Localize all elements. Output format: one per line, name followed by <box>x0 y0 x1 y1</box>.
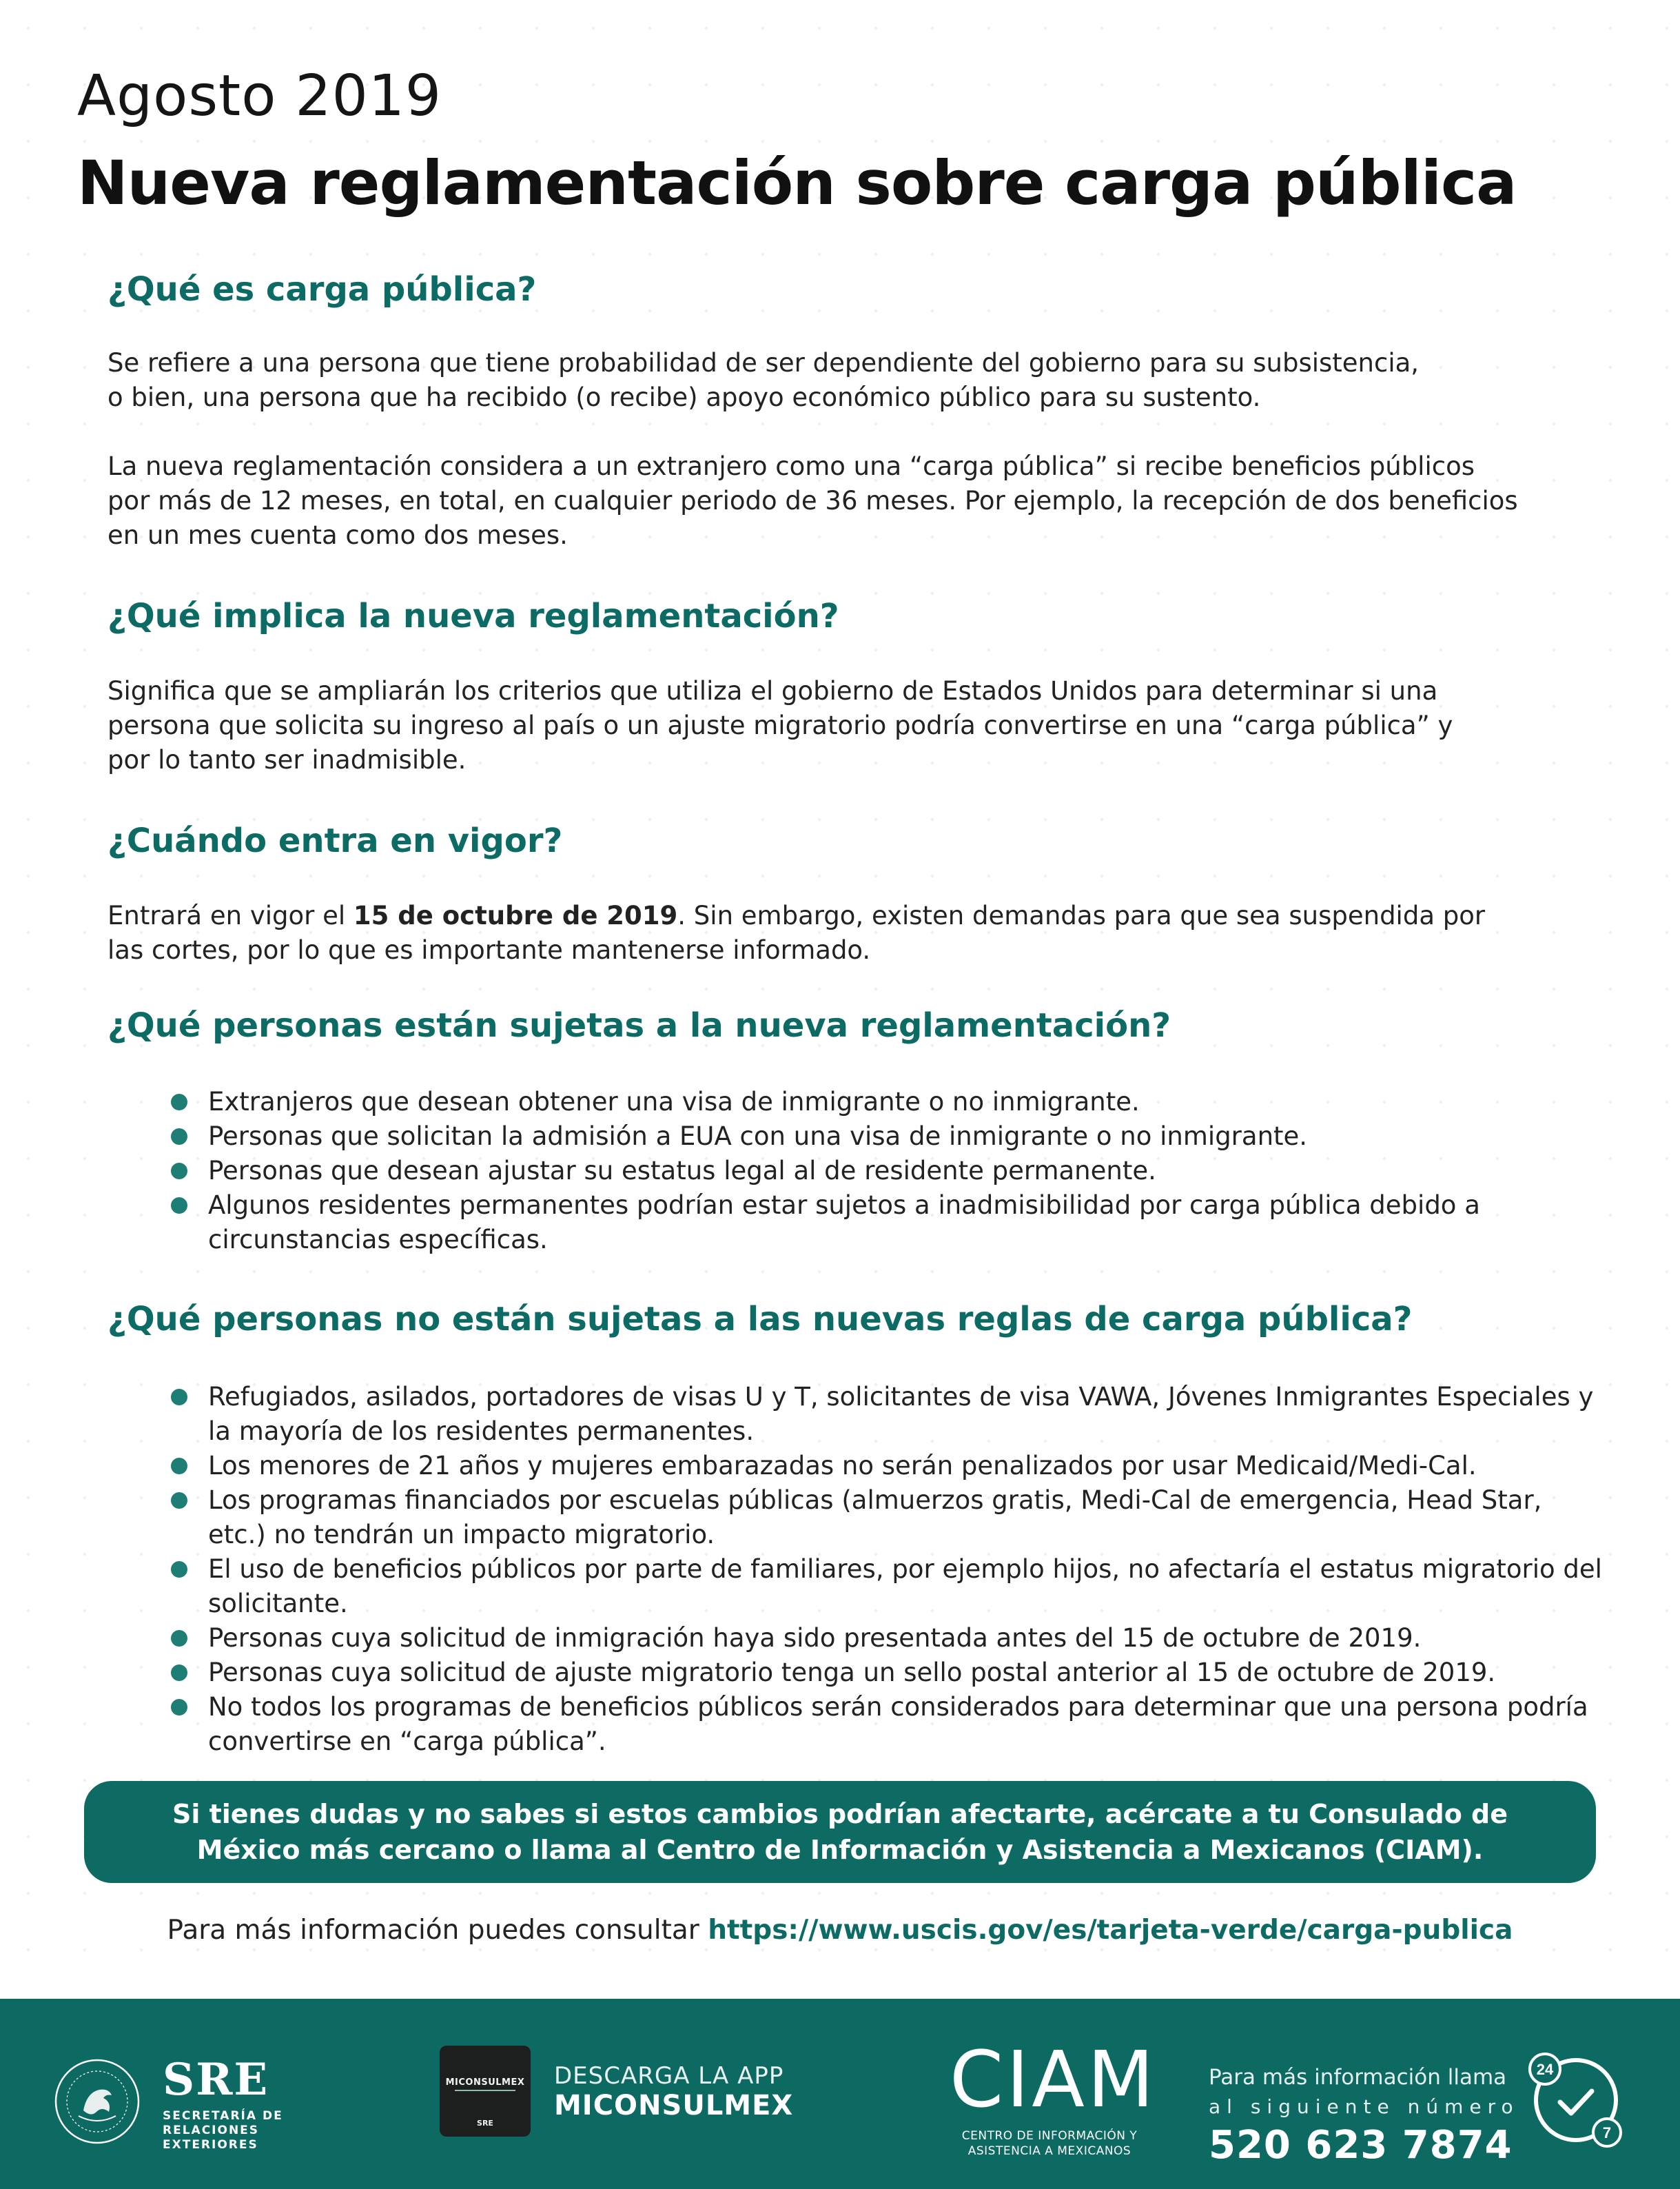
section-paragraph-definition: Se refiere a una persona que tiene probabilidad de ser dependiente del gobierno para su subsistencia, o bien, una persona que ha recibido (o recibe) apoyo económico público para su sustento. <box>107 348 1420 412</box>
list-item <box>171 1154 1604 1188</box>
list-item-text: Extranjeros que desean obtener una visa de inmigrante o no inmigrante. <box>208 1087 1140 1117</box>
bullet-icon <box>171 1389 187 1405</box>
exempt-persons-list <box>171 1380 1604 1759</box>
list-item-text: Los programas financiados por escuelas públicas (almuerzos gratis, Medi-Cal de emergencia, Head Star, etc.) no tendrán un impacto migratorio. <box>208 1485 1542 1549</box>
miconsulmex-app-icon[interactable] <box>440 2046 531 2137</box>
section-paragraph-implications: Significa que se ampliarán los criterios que utiliza el gobierno de Estados Unidos para determinar si una persona que solicita su ingreso al país o un ajuste migratorio podría convertirse en una “carga pública” y por lo tanto ser inadmisible. <box>107 676 1453 775</box>
list-item-text: Personas que solicitan la admisión a EUA con una visa de inmigrante o no inmigrante. <box>208 1121 1308 1151</box>
list-item <box>171 1552 1604 1621</box>
list-item <box>171 1656 1604 1690</box>
effective-date-text-after: . Sin embargo, existen demandas para que sea suspendida por las cortes, por lo que es importante mantenerse informado. <box>107 901 1486 965</box>
list-item-text: Algunos residentes permanentes podrían estar sujetos a inadmisibilidad por carga pública debido a circunstancias específicas. <box>208 1190 1480 1254</box>
clock-days-label: 7 <box>1602 2124 1612 2141</box>
list-item-text: Los menores de 21 años y mujeres embarazadas no serán penalizados por usar Medicaid/Medi-Cal. <box>208 1451 1477 1480</box>
list-item <box>171 1690 1604 1759</box>
uscis-link[interactable]: https://www.uscis.gov/es/tarjeta-verde/carga-publica <box>708 1915 1513 1946</box>
section-heading-effective-date: ¿Cuándo entra en vigor? <box>107 822 563 860</box>
page-title: Nueva reglamentación sobre carga pública <box>77 147 1517 218</box>
download-app-name: MICONSULMEX <box>554 2090 794 2121</box>
section-paragraph-effective-date <box>107 899 1589 968</box>
ciam-logo-text: CIAM <box>950 2035 1157 2125</box>
bullet-icon <box>171 1094 187 1110</box>
more-info-prefix: Para más información puedes consultar <box>167 1915 708 1946</box>
section-paragraph-rule: La nueva reglamentación considera a un extranjero como una “carga pública” si recibe beneficios públicos por más de 12 meses, en total, en cualquier periodo de 36 meses. Por ejemplo, la recepción de dos beneficios en un mes cuenta como dos meses. <box>107 451 1518 550</box>
download-app-label: DESCARGA LA APP <box>554 2062 784 2090</box>
call-line-2: al siguiente número <box>1209 2095 1519 2118</box>
cta-text: Si tienes dudas y no sabes si estos cambios podrían afectarte, acércate a tu Consulado de México más cercano o llama al Centro de Información y Asistencia a Mexicanos (CIAM). <box>172 1799 1508 1865</box>
section-heading-what-is: ¿Qué es carga pública? <box>107 270 537 309</box>
list-item <box>171 1188 1604 1257</box>
app-icon-divider <box>455 2090 515 2091</box>
more-info-line <box>0 1915 1680 1946</box>
bullet-icon <box>171 1561 187 1578</box>
bullet-icon <box>171 1699 187 1715</box>
date-heading: Agosto 2019 <box>77 63 442 129</box>
ciam-subtitle: CENTRO DE INFORMACIÓN Y ASISTENCIA A MEXICANOS <box>961 2129 1138 2158</box>
section-heading-implications: ¿Qué implica la nueva reglamentación? <box>107 597 839 635</box>
clock-24-7-icon <box>1524 2048 1628 2152</box>
list-item-text: Personas que desean ajustar su estatus legal al de residente permanente. <box>208 1156 1156 1185</box>
effective-date-bold: 15 de octubre de 2019 <box>353 901 678 930</box>
list-item <box>171 1380 1604 1449</box>
list-item <box>171 1449 1604 1483</box>
list-item-text: No todos los programas de beneficios públicos serán considerados para determinar que una persona podría convertirse en “carga pública”. <box>208 1692 1588 1756</box>
list-item-text: Refugiados, asilados, portadores de visas U y T, solicitantes de visa VAWA, Jóvenes Inmigrantes Especiales y la mayoría de los residentes permanentes. <box>208 1382 1594 1446</box>
list-item-text: Personas cuya solicitud de ajuste migratorio tenga un sello postal anterior al 15 de octubre de 2019. <box>208 1658 1496 1687</box>
clock-hours-label: 24 <box>1536 2061 1554 2078</box>
bullet-icon <box>171 1664 187 1681</box>
subject-persons-list <box>171 1085 1604 1257</box>
bullet-icon <box>171 1197 187 1214</box>
section-heading-subject-persons: ¿Qué personas están sujetas a la nueva reglamentación? <box>107 1006 1171 1045</box>
bullet-icon <box>171 1163 187 1179</box>
bullet-icon <box>171 1630 187 1647</box>
call-line-1: Para más información llama <box>1209 2065 1507 2090</box>
cta-banner <box>84 1781 1596 1883</box>
bullet-icon <box>171 1458 187 1474</box>
app-icon-sre: SRE <box>477 2119 493 2128</box>
list-item-text: El uso de beneficios públicos por parte de familiares, por ejemplo hijos, no afectaría el estatus migratorio del solicitante. <box>208 1554 1602 1618</box>
list-item <box>171 1119 1604 1154</box>
ciam-phone-number[interactable]: 520 623 7874 <box>1209 2123 1513 2168</box>
mexico-seal-icon <box>52 2057 142 2146</box>
bullet-icon <box>171 1492 187 1509</box>
effective-date-text-before: Entrará en vigor el <box>107 901 354 930</box>
bullet-icon <box>171 1128 187 1145</box>
section-heading-exempt-persons: ¿Qué personas no están sujetas a las nuevas reglas de carga pública? <box>107 1300 1413 1338</box>
list-item-text: Personas cuya solicitud de inmigración haya sido presentada antes del 15 de octubre de 2019. <box>208 1623 1422 1653</box>
sre-subtitle: SECRETARÍA DE RELACIONES EXTERIORES <box>163 2109 283 2152</box>
app-icon-name: MICONSULMEX <box>445 2077 525 2088</box>
list-item <box>171 1085 1604 1119</box>
sre-logo-text: SRE <box>163 2054 269 2106</box>
list-item <box>171 1483 1604 1552</box>
list-item <box>171 1621 1604 1656</box>
